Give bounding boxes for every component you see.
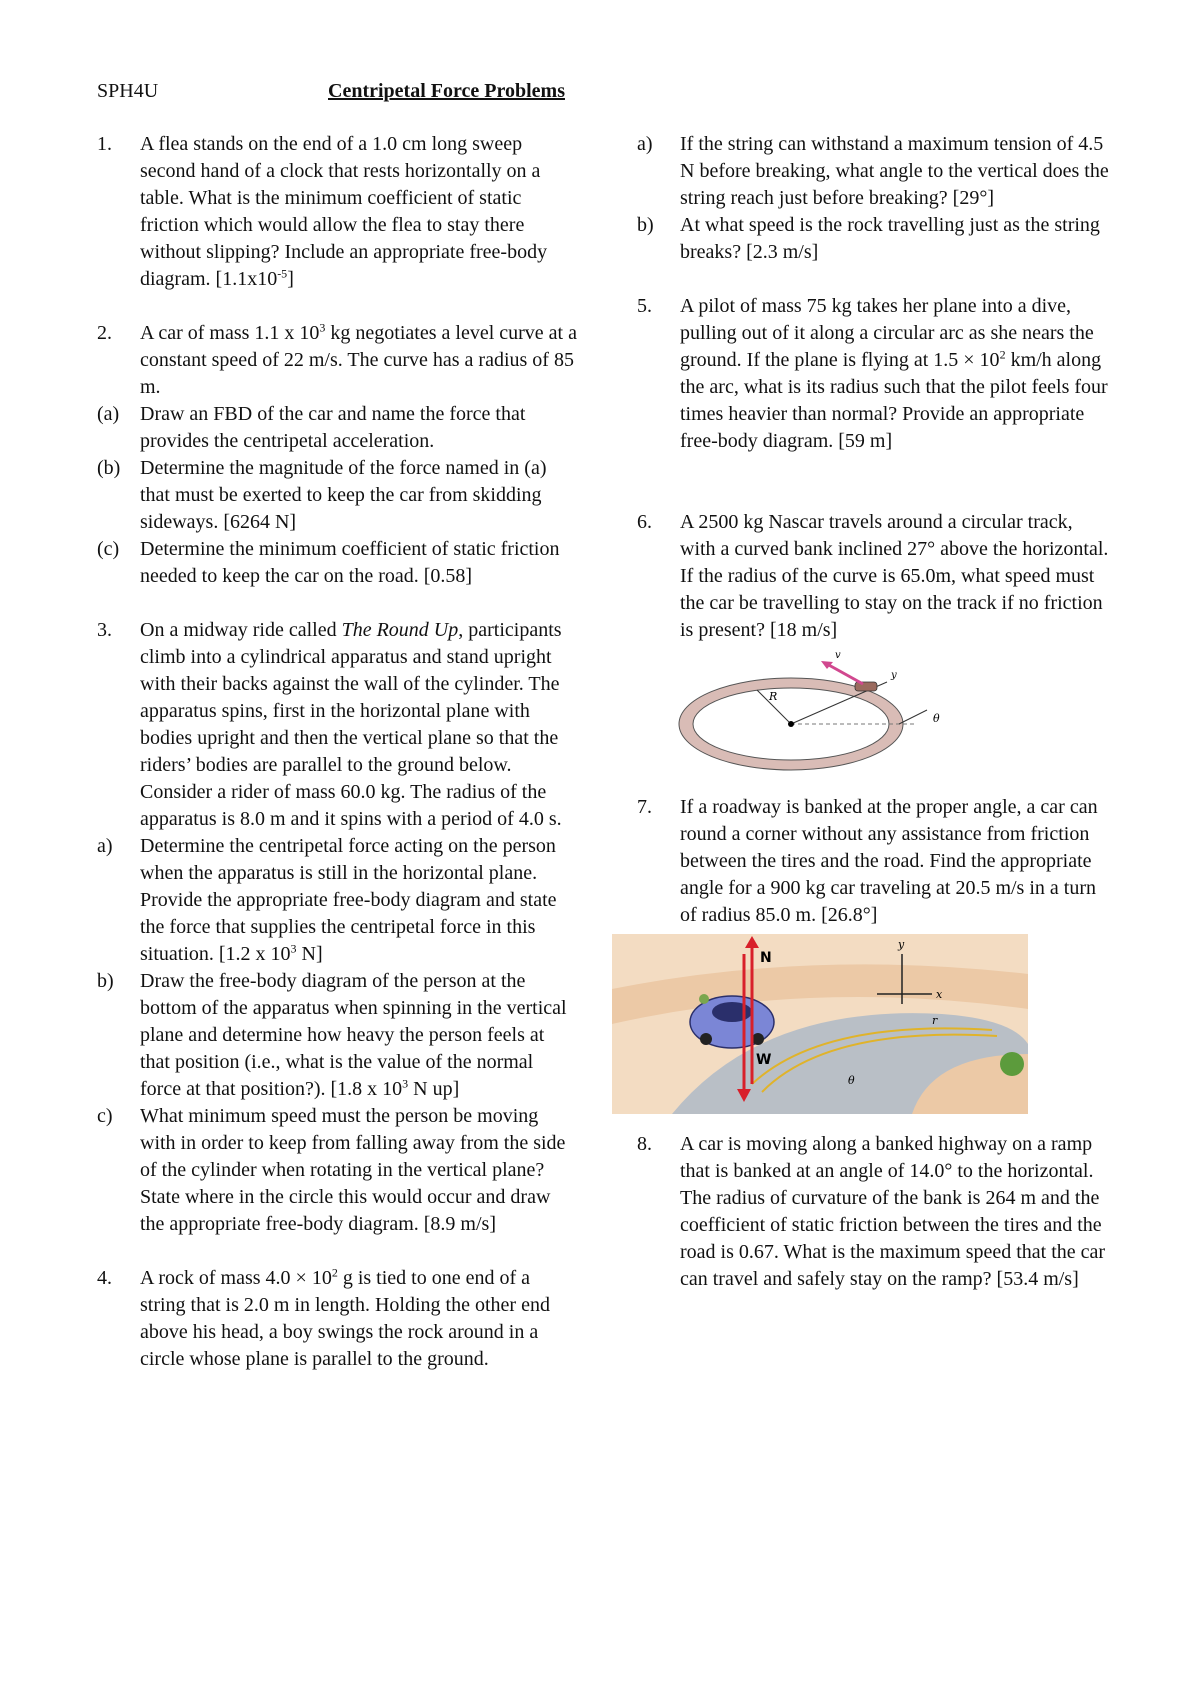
exponent: 2 (331, 1265, 338, 1280)
bank-angle-label: θ (848, 1074, 855, 1087)
part-text: Draw an FBD of the car and name the force that provides the centripetal acceleration. (140, 403, 526, 452)
question-3: 3. On a midway ride called The Round Up, participants climb into a cylindrical apparatus and stand upright with their backs against the wall of the cylinder. The apparatus spins, first in the horizontal plane with bodies upright and then the vertical plane so that the riders’ bodies are parallel to the ground below. Consider a rider of mass 60.0 kg. The radius of the apparatus is 8.0 m and it spins with a period of 4.0 s. (97, 617, 577, 833)
part-text: Draw the free-body diagram of the person at the bottom of the apparatus when spinning in the vertical plane and determine how heavy the person feels at that position (i.e., what is the value of the normal force at that position?). [1.8 x 10 (140, 970, 567, 1100)
page-title: Centripetal Force Problems (328, 80, 565, 102)
part-label: (b) (97, 457, 121, 479)
question-text: A 2500 kg Nascar travels around a circular track, with a curved bank inclined 27° above the horizontal. If the radius of the curve is 65.0m, what speed must the car be travelling to stay on the track if no friction is present? [18 m/s] (680, 511, 1109, 641)
question-3-part-b: b) Draw the free-body diagram of the person at the bottom of the apparatus when spinning in the vertical plane and determine how heavy the person feels at that position (i.e., what is the value of the normal force at that position?). [1.8 x $10^3$ N up] (97, 968, 577, 1103)
question-text: A pilot of mass 75 kg takes her plane into a dive, pulling out of it along a circular arc as she nears the ground. If the plane is flying at 1.5 × 10 (680, 295, 1094, 371)
ride-name: The Round Up (341, 619, 459, 641)
exponent: -5 (277, 266, 288, 281)
question-number: 5. (637, 295, 652, 317)
exponent: 3 (402, 1076, 409, 1091)
banked-curve-diagram (612, 934, 1028, 1114)
question-number: 4. (97, 1267, 112, 1289)
question-number: 1. (97, 133, 112, 155)
banked-track-diagram (677, 652, 957, 772)
part-text: Determine the minimum coefficient of static friction needed to keep the car on the road. [0.58] (140, 538, 560, 587)
course-code: SPH4U (97, 80, 159, 102)
velocity-label: v (835, 652, 841, 661)
question-2-part-a (97, 401, 577, 455)
question-4-part-a (637, 131, 1111, 212)
question-4-part-b (637, 212, 1111, 266)
part-text: Determine the centripetal force acting on the person when the apparatus is still in the horizontal plane. Provide the appropriate free-body diagram and state the force that supplies the centripetal force in this situation. [1.2 x 10 (140, 835, 557, 965)
normal-force-label: N (760, 950, 772, 966)
part-label: a) (637, 133, 653, 155)
part-text: Determine the magnitude of the force named in (a) that must be exerted to keep the car from skidding sideways. [6264 N] (140, 457, 547, 533)
part-label: c) (97, 1105, 113, 1127)
question-number: 6. (637, 511, 652, 533)
x-axis-label: x (936, 988, 943, 1001)
part-label: (a) (97, 403, 120, 425)
exponent: 3 (290, 941, 297, 956)
question-7 (637, 794, 1111, 929)
part-text: At what speed is the rock travelling just as the string breaks? [2.3 m/s] (680, 214, 1100, 263)
radius-label: r (932, 1014, 938, 1027)
question-number: 3. (97, 619, 112, 641)
question-5: 5. A pilot of mass 75 kg takes her plane into a dive, pulling out of it along a circular arc as she nears the ground. If the plane is flying at $1.5 \times 10^2$ km/h along the arc, what is its radius such that the pilot feels four times heavier than normal? Provide an appropriate free-body diagram. [59 m] (637, 293, 1111, 455)
question-2: 2. A car of mass 1.1 x $10^3$ kg negotiates a level curve at a constant speed of 22 m/s. The curve has a radius of 85 m. (97, 320, 577, 401)
question-3-part-a: a) Determine the centripetal force acting on the person when the apparatus is still in the horizontal plane. Provide the appropriate free-body diagram and state the force that supplies the centripetal force in this situation. [1.2 x $10^3$ N] (97, 833, 577, 968)
question-8 (637, 1131, 1111, 1293)
exponent: 3 (319, 320, 326, 335)
question-text: If a roadway is banked at the proper angle, a car can round a corner without any assistance from friction between the tires and the road. Find the appropriate angle for a 900 kg car traveling at 20.5 m/s in a turn of radius 85.0 m. [26.8°] (680, 796, 1098, 926)
question-2-part-b (97, 455, 577, 536)
question-6 (637, 509, 1111, 644)
exponent: 2 (999, 347, 1006, 362)
question-4: 4. A rock of mass $4.0 \times 10^2$ g is tied to one end of a string that is 2.0 m in length. Holding the other end above his head, a boy swings the rock around in a circle whose plane is parallel to the ground. (97, 1265, 577, 1373)
question-1: 1. A flea stands on the end of a 1.0 cm long sweep second hand of a clock that rests horizontally on a table. What is the minimum coefficient of static friction which would allow the flea to stay there without slipping? Include an appropriate free-body diagram. $[1.1x10^{-5}]$ (97, 131, 577, 293)
question-text: On a midway ride called (140, 619, 342, 641)
question-text: A car is moving along a banked highway on a ramp that is banked at an angle of 14.0° to the horizontal. The radius of curvature of the bank is 264 m and the coefficient of static friction between the tires and the road is 0.67. What is the maximum speed that the car can travel and safely stay on the ramp? [53.4 m/s] (680, 1133, 1106, 1290)
part-text: What minimum speed must the person be moving with in order to keep from falling away from the side of the cylinder when rotating in the vertical plane? State where in the circle this would occur and draw the appropriate free-body diagram. [8.9 m/s] (140, 1105, 566, 1235)
part-text: If the string can withstand a maximum tension of 4.5 N before breaking, what angle to the vertical does the string reach just before breaking? [29°] (680, 133, 1109, 209)
question-text: A flea stands on the end of a 1.0 cm long sweep second hand of a clock that rests horizontally on a table. What is the minimum coefficient of static friction which would allow the flea to stay there without slipping? Include an appropriate free-body diagram. [1.1x10 (140, 133, 548, 290)
banked-curve-figure (637, 929, 1111, 1119)
question-text: A rock of mass 4.0 × 10 (140, 1267, 332, 1289)
y-axis-label: y (891, 670, 897, 681)
theta-label: θ (933, 712, 940, 725)
question-2-part-c (97, 536, 577, 590)
part-label: (c) (97, 538, 120, 560)
part-label: b) (97, 970, 114, 992)
question-number: 7. (637, 796, 652, 818)
right-column (637, 131, 1111, 1293)
weight-label: W (756, 1052, 772, 1068)
question-number: 2. (97, 322, 112, 344)
question-number: 8. (637, 1133, 652, 1155)
part-label: b) (637, 214, 654, 236)
question-3-part-c (97, 1103, 577, 1238)
part-label: a) (97, 835, 113, 857)
left-column (97, 131, 577, 1373)
y-axis-label: y (898, 938, 905, 951)
banked-track-figure (637, 644, 1111, 782)
question-text: A car of mass 1.1 x 10 (140, 322, 320, 344)
radius-label: R (769, 690, 778, 703)
